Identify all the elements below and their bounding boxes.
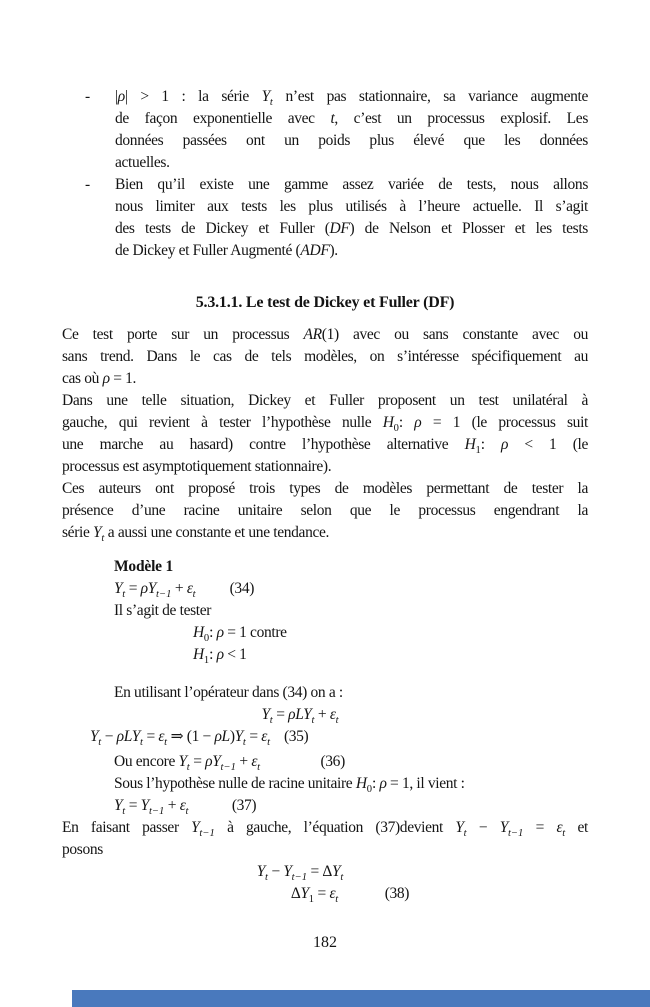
math-var: Y: [234, 728, 243, 745]
text-run: +: [235, 753, 252, 770]
math-subscript: 0: [203, 633, 210, 645]
text-run: = Δ: [306, 863, 333, 880]
page-content: [62, 86, 588, 905]
text-run: En utilisant l’opérateur dans (34) on a :: [114, 684, 343, 701]
math-var: Y: [261, 706, 270, 723]
text-run: données passées ont un poids plus élevé que les données: [115, 132, 588, 149]
text-run: | > 1 : la série: [124, 88, 262, 105]
text-run: à gauche, l’équation (37)devient: [214, 819, 456, 836]
math-subscript: t: [185, 806, 189, 818]
text-run: de façon exponentielle avec: [115, 110, 331, 127]
bullet-text: [115, 86, 588, 174]
page-number: 182: [313, 934, 337, 951]
math-var: t: [330, 110, 335, 127]
paragraph: [62, 324, 588, 390]
text-line: [115, 174, 588, 196]
text-run: = 1 (le processus suit: [421, 414, 589, 431]
text-run: posons: [62, 841, 103, 858]
math-subscript: t: [140, 737, 143, 749]
text-run: −: [267, 863, 284, 880]
math-subscript: t−1: [156, 589, 172, 601]
math-var: ε: [556, 819, 563, 836]
text-run: |: [115, 88, 118, 105]
math-var: Y: [178, 753, 187, 770]
math-var: ρ: [216, 624, 224, 641]
text-run: =: [314, 885, 330, 902]
text-line: [62, 368, 588, 390]
math-subscript: t: [101, 533, 105, 545]
text-line: [62, 324, 588, 346]
text-run: < 1: [223, 646, 247, 663]
text-run: =: [125, 580, 141, 597]
math-subscript: t: [122, 589, 126, 601]
bullet-list: [62, 86, 588, 262]
text-run: =: [189, 753, 206, 770]
text-line: [114, 773, 588, 795]
math-var: Y: [114, 797, 123, 814]
text-line: [114, 795, 588, 817]
text-line: [62, 478, 588, 500]
math-var: AR: [303, 326, 322, 343]
math-var: Y: [90, 728, 99, 745]
text-run: , c’est un processus explosif. Les: [334, 110, 588, 127]
math-var: Y: [332, 863, 341, 880]
math-subscript: t: [311, 715, 315, 727]
math-subscript: t: [265, 872, 268, 884]
text-run: +: [314, 706, 330, 723]
math-subscript: t: [242, 737, 246, 749]
math-var: ρ: [414, 414, 422, 431]
math-var: H: [382, 414, 394, 431]
text-line: [90, 726, 588, 748]
math-subscript: t: [269, 97, 273, 109]
text-run: =: [245, 728, 262, 745]
math-subscript: 0: [393, 423, 399, 435]
text-run: ) de Nelson et Plosser et les tests: [349, 220, 588, 237]
bottom-accent-bar: [72, 990, 650, 1007]
text-run: =: [272, 706, 289, 723]
equation-number: (36): [320, 753, 345, 770]
text-run: +: [171, 580, 187, 597]
math-subscript: 1: [308, 894, 315, 906]
text-line: [115, 196, 588, 218]
text-run: = 1, il vient :: [386, 775, 465, 792]
text-run: présence d’une racine unitaire selon que le processus engendrant la: [62, 502, 588, 519]
text-run: ): [229, 728, 235, 745]
math-subscript: 1: [475, 445, 481, 457]
paragraph: [62, 478, 588, 544]
text-run: < 1 (le: [508, 436, 588, 453]
math-var: H: [355, 775, 367, 792]
math-var: ε: [251, 753, 258, 770]
text-run: :: [398, 414, 415, 431]
math-var: Y: [261, 88, 270, 105]
math-var: ρLY: [288, 706, 312, 723]
math-var: DF: [329, 220, 350, 237]
math-var: Y: [256, 863, 265, 880]
text-run: (1) avec ou sans constante avec ou: [321, 326, 588, 343]
text-line: [62, 839, 588, 861]
text-line: [114, 556, 588, 578]
text-line: [114, 682, 588, 704]
math-subscript: t−1: [220, 762, 236, 774]
text-run: série: [62, 524, 94, 541]
math-subscript: t: [463, 828, 467, 840]
text-run: +: [164, 797, 180, 814]
text-line: [62, 434, 588, 456]
text-run: gauche, qui revient à tester l’hypothèse nulle: [62, 414, 383, 431]
math-var: ρ: [216, 646, 224, 663]
text-run: 5.3.1.1. Le test de Dickey et Fuller (DF): [195, 294, 455, 311]
math-subscript: 0: [366, 784, 372, 796]
math-var: ADF: [300, 242, 330, 259]
bullet-text: [115, 174, 588, 262]
math-var: ρ: [102, 370, 110, 387]
text-run: processus est asymptotiquement stationnaire).: [62, 458, 332, 475]
section-heading: [62, 292, 588, 314]
text-line: [114, 578, 588, 600]
text-run: −: [466, 819, 500, 836]
math-subscript: t: [164, 737, 168, 749]
math-var: Y: [300, 885, 309, 902]
text-run: :: [371, 775, 380, 792]
paragraph: [62, 390, 588, 478]
text-run: et: [565, 819, 588, 836]
math-subscript: t: [192, 589, 196, 601]
text-run: Ce test porte sur un processus: [62, 326, 304, 343]
bold-text: Modèle 1: [114, 558, 174, 575]
math-subscript: t: [186, 762, 190, 774]
math-subscript: t: [335, 715, 339, 727]
text-line: [62, 390, 588, 412]
text-run: actuelles.: [115, 154, 170, 171]
math-subscript: 1: [203, 655, 210, 667]
math-var: Y: [455, 819, 464, 836]
math-var: H: [193, 624, 204, 641]
math-var: Y: [283, 863, 292, 880]
text-line: [114, 751, 588, 773]
list-item: [62, 86, 588, 174]
equation-number: (35): [283, 728, 309, 745]
math-subscript: t: [562, 828, 566, 840]
list-item: [62, 174, 588, 262]
text-line: [62, 522, 588, 544]
equation-number: (34): [229, 580, 255, 597]
text-line: [62, 817, 588, 839]
math-var: ε: [329, 706, 336, 723]
equation-number: (37): [231, 797, 257, 814]
text-run: Il s’agit de tester: [114, 602, 212, 619]
text-line: [114, 600, 588, 622]
math-subscript: t: [98, 737, 102, 749]
text-run: ).: [329, 242, 338, 259]
math-var: ε: [261, 728, 268, 745]
math-var: ρ: [500, 436, 509, 453]
text-line: [37, 861, 563, 883]
model-1-block: [62, 556, 588, 905]
text-line: [62, 456, 588, 478]
text-run: nous limiter aux tests les plus utilisés à l’heure actuelle. Il s’agit: [115, 198, 588, 215]
text-run: = 1.: [109, 370, 137, 387]
text-line: [193, 622, 588, 644]
text-run: :: [209, 646, 217, 663]
text-run: n’est pas stationnaire, sa variance augmente: [272, 88, 588, 105]
math-subscript: t: [257, 762, 261, 774]
math-subscript: t: [267, 737, 270, 749]
text-run: de Dickey et Fuller Augmenté (: [115, 242, 301, 259]
math-var: Y: [114, 580, 123, 597]
text-line: [193, 644, 588, 666]
equation-number: (38): [384, 885, 410, 902]
bullet-marker: -: [85, 176, 90, 193]
bullet-marker: -: [85, 88, 90, 105]
text-line: [115, 152, 588, 174]
text-run: ⇒ (1 −: [167, 728, 215, 745]
text-run: :: [209, 624, 217, 641]
text-run: =: [125, 797, 141, 814]
math-subscript: t: [340, 872, 344, 884]
math-subscript: t: [335, 894, 339, 906]
math-subscript: t−1: [507, 828, 524, 840]
math-var: ε: [186, 580, 193, 597]
text-run: Ou encore: [114, 753, 179, 770]
math-subscript: t−1: [291, 872, 307, 884]
text-line: [87, 883, 613, 905]
text-run: a aussi une constante et une tendance.: [104, 524, 330, 541]
text-run: = 1 contre: [223, 624, 287, 641]
text-line: [115, 108, 588, 130]
text-run: sans trend. Dans le cas de tels modèles, on s’intéresse spécifiquement au: [62, 348, 588, 365]
text-run: −: [101, 728, 117, 745]
math-var: ρL: [214, 728, 230, 745]
math-var: ρY: [140, 580, 157, 597]
text-line: [62, 346, 588, 368]
text-run: Dans une telle situation, Dickey et Fuller proposent un test unilatéral à: [62, 392, 588, 409]
text-line: [62, 412, 588, 434]
math-var: Y: [191, 819, 200, 836]
math-var: H: [464, 436, 476, 453]
text-run: une marche au hasard) contre l’hypothèse alternative: [62, 436, 465, 453]
math-var: ρ: [379, 775, 387, 792]
math-subscript: t−1: [148, 806, 165, 818]
text-run: cas où: [62, 370, 103, 387]
text-line: [62, 500, 588, 522]
text-run: =: [142, 728, 159, 745]
text-run: des tests de Dickey et Fuller (: [115, 220, 330, 237]
text-line: [37, 704, 563, 726]
math-var: ε: [329, 885, 336, 902]
math-var: ρLY: [116, 728, 140, 745]
text-run: :: [480, 436, 501, 453]
text-line: [115, 86, 588, 108]
text-run: Ces auteurs ont proposé trois types de modèles permettant de tester la: [62, 480, 588, 497]
text-line: [115, 218, 588, 240]
text-run: Sous l’hypothèse nulle de racine unitaire: [114, 775, 356, 792]
text-run: =: [523, 819, 557, 836]
text-line: [115, 130, 588, 152]
math-var: ε: [179, 797, 186, 814]
text-run: Bien qu’il existe une gamme assez variée de tests, nous allons: [115, 176, 588, 193]
text-run: Δ: [290, 885, 301, 902]
math-var: Y: [93, 524, 102, 541]
text-run: En faisant passer: [62, 819, 192, 836]
text-line: [115, 240, 588, 262]
math-var: ρY: [205, 753, 221, 770]
math-var: ε: [158, 728, 165, 745]
math-var: H: [193, 646, 204, 663]
math-subscript: t−1: [199, 828, 215, 840]
math-var: Y: [499, 819, 508, 836]
math-subscript: t: [122, 806, 126, 818]
math-subscript: t: [269, 715, 273, 727]
math-var: ρ: [117, 88, 125, 105]
math-var: Y: [140, 797, 149, 814]
